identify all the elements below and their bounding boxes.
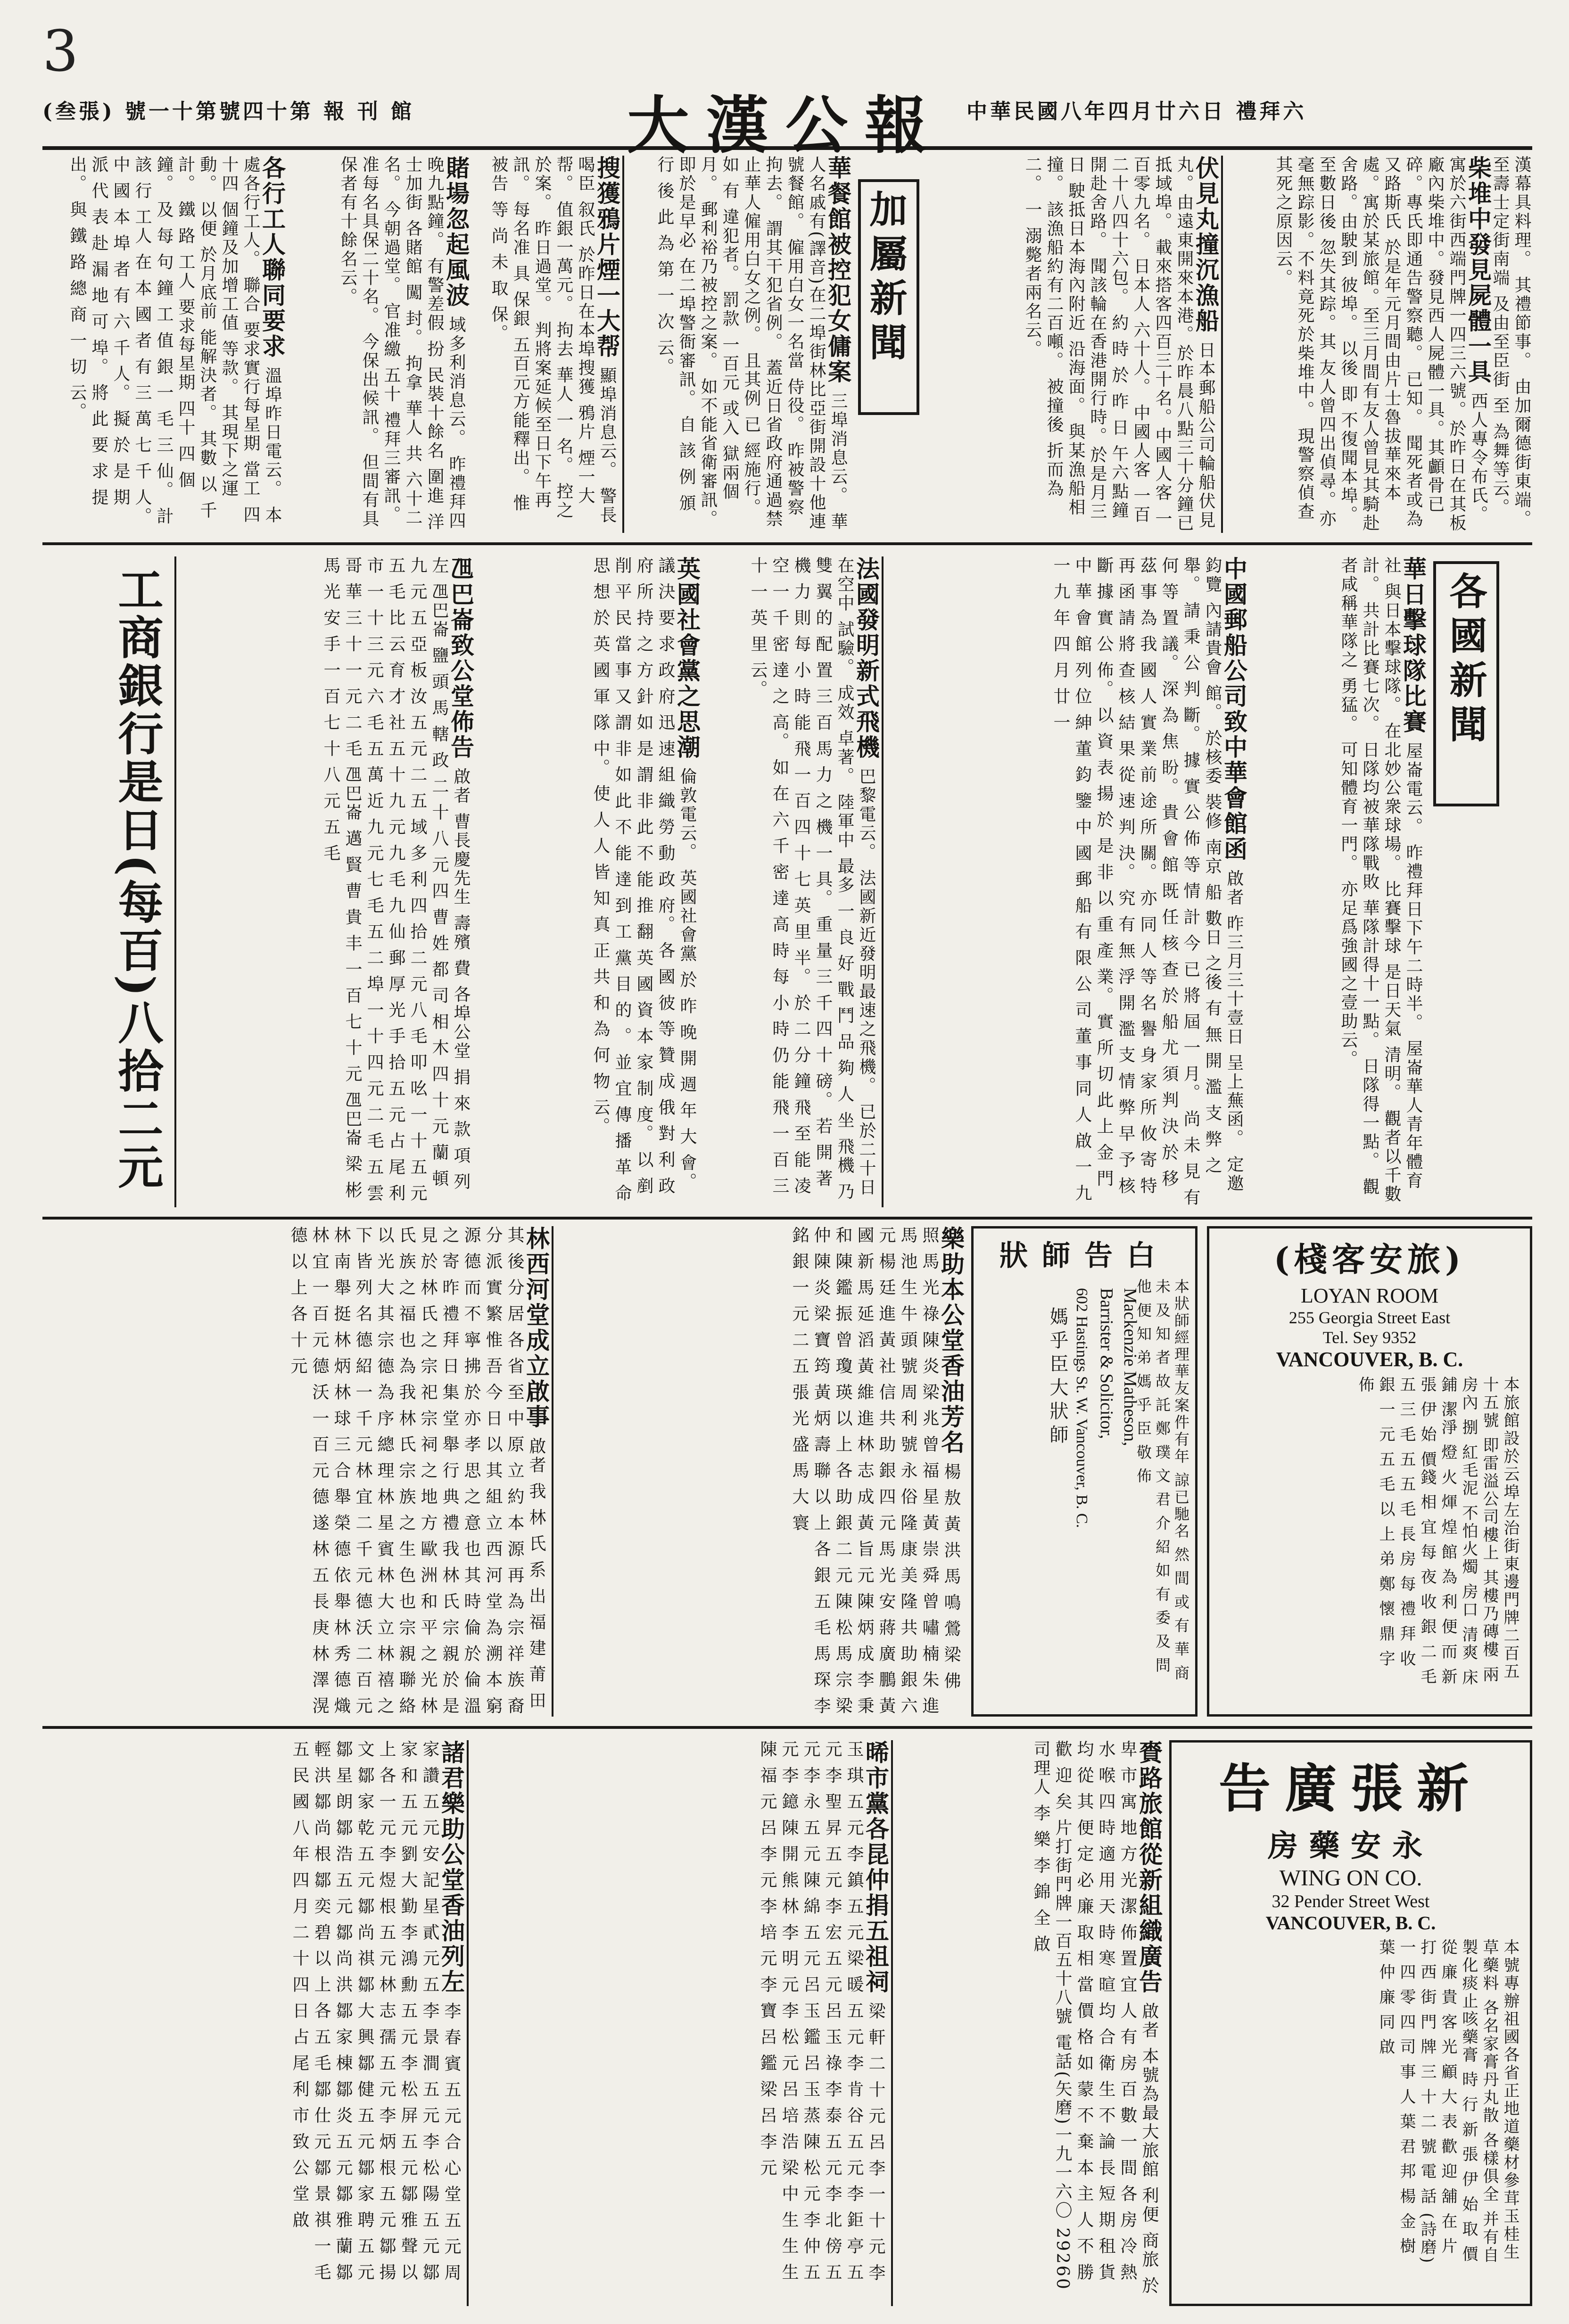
notice-music-hall: [556, 1226, 965, 1717]
article-corpse-body: 西人專令布氏。寓於六街西端門牌一四三六號。於昨日在其板廠內柴堆中。發見西人屍體一具。其顱骨已碎。專氏即通告警察聽。 已知。 聞死者或為又路斯氏 於是年元月間由片士魯拔華來本處。寓於某旅館。至三月間有友人曾見其騎赴 舍路。由駛到 彼埠。 以後 即 不復聞本埠。 至數日後 忽失其踪。其 友人曾四出偵尋。亦毫無踪影。不料竟死於柴堆中。 現警察偵查其死之原因云。: [1273, 156, 1488, 533]
notice-association: [179, 556, 475, 1207]
article-workers: [42, 156, 286, 533]
divider: [552, 1226, 553, 1717]
ad-hotel-address: 片打街門牌一百五十八號: [1053, 1818, 1072, 2026]
ad-pharmacy-city-en: VANCOUVER, B. C.: [1265, 1912, 1436, 1934]
masthead-issue-info: (叁張) 號一十第號四十第 報 刊 館: [42, 100, 414, 124]
divider: [467, 1740, 469, 2306]
ad-hotel-headline: 賚路旅館從新組織廣告: [1135, 1740, 1163, 1995]
article-baseball-headline: 華日擊球隊比賽: [1399, 556, 1427, 735]
article-temple-body: 梁 軒 二 十 元 呂 李 一 十 元 李 玉 琪 五 元 李 鎮 五 元 梁 暖 五 元 李 肯 谷 五 元 李 鉅 亭 五 元 李 聖 昇 五 元 李 宏 五 元 呂 玉 祿 李 泰 五 元 李 北 傍 五 元 李 永 五 元 陳 綿 五 元 呂 玉 鑑 呂 玉 蒸 陳 松 元 李 仲 五 元 李 鐿 陳 開 熊 林 李 明 元 李 松 元 呂 培 浩 梁 中 生 生 生 陳 福 元 呂 李 元 李 培 元 李 寶 呂 鑑 梁 呂 李 元: [758, 1740, 885, 2282]
masthead-title: 大漢公報: [627, 89, 944, 162]
page-number-handwritten: 3: [42, 19, 79, 84]
ad-pharmacy-name-en: WING ON CO.: [1279, 1866, 1422, 1891]
article-opium-body: 顯埠消息云。 警長喝臣 叙氏 於昨日在本埠搜獲 鴉片 煙一大帮。 值銀一萬元。 拘去 華人 一 名。 控之於案。 昨日過堂。 判將案延候至日下午再訊。 每名准 具 保銀 五百元方能釋出。 惟 被告 等 尚 未 取 保。: [489, 156, 617, 525]
article-workers-headline: 各行工人聯同要求: [258, 156, 286, 359]
notice-lawyer-headline: 狀師告白: [999, 1239, 1169, 1272]
ad-hotel-manager: 司理人 李 樂 李 錦 全 啟: [1031, 1740, 1050, 1954]
article-temple-headline: 晞市黨各昆仲捐五祖祠: [862, 1740, 890, 1995]
article-plane-headline: 法國發明新式飛機: [852, 556, 880, 760]
notice-association-body: 啟者 曹長慶先生 壽殯 費 各埠公堂 捐 來 款 項 列 左 乪巴崙 鹽 頭 馬 轄 政 二 十 八 元 四 曹 姓 都 司 相 木 四 十 元 蘭 頓 九 元 五 亞 板 汝 五 元 二 五 域 多 利 四 拾 二 元 八 毛 叩 吆 一 十 五 元 五 毛 比 云 育 才 社 五 十 九 元 九 毛 九 仙 郵 厚 光 手 拾 五 元 占 尾 利 市 一 十 三 元 六 毛 五 萬 近 九 元 七 毛 五 二 埠 一 十 四 元 二 毛 五 雲 哥 華 三 十 一 元 二 毛 乪巴崙 邁 賢 曹 貴 丰 一 百 七 十 元 乪巴崙 梁 彬 馬 光 安 手 一 百 七 十 八 元 五 毛: [321, 556, 471, 1203]
band-rule-1: [42, 542, 1532, 545]
ad-wing-on-pharmacy: [1169, 1740, 1532, 2306]
notice-music-hall-headline: 樂助本公堂香油芳名: [937, 1226, 965, 1455]
article-baseball: [1254, 556, 1427, 1207]
notice-linxi-hall: [42, 1226, 550, 1717]
bank-exchange-notice: 工商銀行是日(每百)八拾二元: [111, 566, 164, 1192]
ad-pharmacy-sub-cn: 房藥安永: [1268, 1828, 1434, 1864]
divider: [891, 1740, 893, 2306]
lawyer-firm-en-2: Barrister & Solicitor,: [1097, 1288, 1116, 1439]
article-intro-text: 漢幕具料理。 其禮節事。 由加爾德街東端。至壽士定街南端 及由至臣街 至 為舞等云。: [1490, 156, 1531, 529]
article-socialist-body: 倫敦電云。 英國社會黨 於 昨 晚 開 週 年 大 會。 議 決 要 求 政 府 迅 速 組 織 勞 動 政 府。 各 國 彼 等 贊 成 俄 對 利 政 府 所 持 之 方 針 如 是 謂 非 此 不 能 推 翻 英 國 資 本 家 制 度。 以 剷 削 平 民 當 事 又 謂 非 如 此 不 能 達 到 工 黨 目 的 。 並 宜 傳 播 革 命 思 想 於 英 國 軍 隊 中。 使 人 人 皆 知 真 正 共 和 為 何 物 云。: [591, 556, 697, 1203]
ad-pharmacy-address-en: 32 Pender Street West: [1272, 1892, 1430, 1911]
divider: [1221, 156, 1223, 533]
notice-lawyer: [971, 1226, 1197, 1717]
article-restaurant-body: 三埠消息云。 華人名戚有(譯音)在二埠街林比亞街開設十他連號餐館。 僱用白女一名當 侍役。 昨被警察拘去。 謂其干犯省例。 蓋近日省政府通過禁止華人僱用白女之例。 且其例 已 經施行。 如 有 違犯者。 罰款 一百元 或入 獄兩個月。 郵利裕乃被控之案。 如不能省衛審訊。 即於是早必 在二埠警衙審訊。 自 該 例 頒 行 後 此 為 第 一 次 云。: [655, 156, 848, 531]
article-french-plane: [707, 556, 880, 1207]
notice-donors-body: 李 春 賓 五 元 合 心 堂 五 元 周 家 讚 五 元 安 記 星 貳 元 五 李 景 澗 五 元 李 松 陽 五 元 鄒 家 和 五 元 劉 大 勤 李 鴻 勳 五 元 李 松 屏 五 元 鄒 雅 聲 以 上 各 一 元 李 煜 根 五 元 林 志 孺 五 元 李 炳 根 五 元 鄒 揚 文 鄒 家 乾 五 元 鄒 尚 祺 鄒 大 興 鄒 健 五 元 鄒 家 聘 五 元 鄒 星 朗 鄒 浩 五 元 鄒 尚 洪 鄒 家 棟 鄒 炎 五 元 鄒 雅 蘭 鄒 輕 洪 鄒 尚 根 鄒 奕 碧 以 上 各 五 毛 鄒 仕 元 鄒 景 祺 一 毛 五 民 國 八 年 四 月 二 十 四 日 占 尾 利 市 致 公 堂 啟: [290, 1740, 461, 2282]
ad-loyan-room: [1207, 1226, 1532, 1717]
band-rule-3: [42, 1726, 1532, 1729]
divider: [174, 556, 176, 1207]
notice-donors-headline: 諸君樂助公堂香油列左: [438, 1740, 465, 1995]
ad-hotel-phone: 電話(矢磨)一九一六〇 29260: [1053, 2033, 1072, 2291]
ad-loyan-name-en: LOYAN ROOM: [1300, 1284, 1439, 1307]
lawyer-body-text: 本狀師經理華友案件有年 諒已馳名 然 間 或 有 華 商 未 及 知 者 故 託 鄭 璞 文 君 介 紹 如 有 委 及 問 他 便 知 弟 媽 乎 臣 敬 佈: [1134, 1278, 1190, 1682]
notice-donors-list: [42, 1740, 465, 2306]
article-socialist-headline: 英國社會黨之思潮: [673, 556, 701, 760]
notice-linxi-body: 啟者 我 林 氏 系 出 福 建 莆 田 其 後 分 居 各 省 至 中 原 立 約 本 源 再 為 宗 祥 族 裔 分 派 實 繁 惟 吾 今 日 以 其 組 立 西 河 堂 為 溯 本 窮 源 德 而 不 寧 拂 於 亦 孝 思 之 意 也 其 時 倫 於 倫 溫 之 寄 昨 禮 拜 日 集 堂 舉 行 典 禮 我 林 氏 宗 親 於 是 見 於 林 氏 之 宗 祀 宗 祠 之 地 方 歐 洲 和 平 之 光 林 氏 族 之 福 也 為 我 林 氏 宗 族 之 生 色 也 宗 親 聯 絡 以 光 大 其 宗 德 為 序 總 理 林 星 賓 林 大 立 林 禧 之 下 皆 列 名 德 紹 一 千 元 林 宜 二 千 元 德 沃 二 百 元 林 南 舉 挺 林 炳 林 球 三 合 舉 榮 德 依 舉 林 秀 德 熾 林 宜 一 百 元 德 沃 一 百 元 德 遂 林 五 長 庚 林 澤 滉 德 以 上 各 十 元: [288, 1226, 546, 1716]
ad-loyan-city-en: VANCOUVER, B. C.: [1276, 1348, 1463, 1371]
article-british-socialist: [481, 556, 701, 1207]
article-gambling-body: 域多利消息云。 昨禮拜四晚九點鐘。 有警差假 扮 民裝十餘名 圍進 洋 士加街 各賭館 闖 封。 拘拿 華人 共 六十二名。 今朝過堂。 官准繳 五十 禮拜三審訊。 准每名具保二十名。 今保出候訊。 但間有具保者有十餘名云。: [338, 156, 466, 532]
notice-association-headline: 乪巴崙致公堂佈告: [447, 556, 475, 760]
ad-loyan-address-en: 255 Georgia Street East: [1288, 1308, 1451, 1327]
divider: [882, 556, 884, 1207]
foreign-news-tag: 各國新聞: [1433, 561, 1499, 806]
article-postal-ship-headline: 中國郵船公司致中華會館函: [1220, 556, 1248, 862]
local-news-tag: 加屬新聞: [858, 179, 919, 415]
article-opium: [476, 156, 621, 533]
article-gambling: [292, 156, 470, 533]
masthead-date: 中華民國八年四月廿六日 禮拜六: [966, 100, 1307, 124]
ad-pharmacy-title-cn: 告廣張新: [1219, 1758, 1483, 1819]
article-top-right: [1226, 156, 1532, 533]
article-corpse-headline: 柴堆中發見屍體一具: [1464, 156, 1492, 385]
notice-linxi-headline: 林西河堂成立啟事: [522, 1226, 550, 1430]
lawyer-address-en: 602 Hastings St. W. Vancouver, B. C.: [1073, 1288, 1090, 1528]
ad-loyan-phone-en: Tel. Sey 9352: [1322, 1328, 1417, 1347]
article-postal-ship-letter: [886, 556, 1248, 1207]
article-temple-donations: [471, 1740, 890, 2306]
ad-loyan-body: 本旅館設於云埠左治街東邊門牌二百五十五號 即雷溢公司樓上 其樓乃磚樓 兩房內 捌 紅毛泥 不怕火燭 房口 清爽 床 鋪 潔淨 燈 火 煇 煌 館 為 利 便 而 新 張 伊 始 價錢 相 宜 每 夜 收 銀 二 毛 五 三 毛 五 五 毛 長 房 每 禮 拜 收 銀 一 元 五 毛 以 上 弟 鄭 懷 鼎 字 佈: [1355, 1376, 1519, 1687]
article-baseball-body: 屋崙電云。 昨禮拜日下午二時半。 屋崙華人青年體育社 與日本擊球隊。 在北妙公衆球場。 比賽擊球 是日天氣 清明。 觀者以千數計。 共計比賽七次。 日隊均被華隊戰敗 華隊計得十一點。 日隊得一點。 觀者咸稱華隊之 勇猛。 可知體育一門。 亦足爲強國之壹助云。: [1338, 556, 1423, 1204]
article-ship-body: 日本郵船公司輪船伏見丸。由遠東開來本港。於昨晨八點三十分鐘已抵域埠。 載來搭客四百三十名。中國人客 一百零九名。 日本人 六十人。 中國人客 一百二十八四十六包。 約 時 於 昨 日 午六點鐘 開赴舍路。 聞該輪在香港開行時。於是月三日 駛抵日本海內附近 沿海面。 與某漁船相撞。 該漁船約有二百噸。 被撞後 折而為二。 一 溺斃者兩名云。: [1023, 156, 1215, 533]
article-workers-body: 溫埠昨日電云。 本處各行工人。 聯合 要求實行每星期 當工 四十四 個鐘及加增工值 等款。 其現下之運動。 以便 於月底前 能解決者。 其數 以 千計。 鐵 路 工人 要求每星期 四十 四 個 鐘。 及 每 句 鐘 工 值 銀 一 毛 三 仙。 計 該 行 工人 在 本 國 者 有 三 萬 七 千 人。 中 國 本 埠 者 有 六 千 人。 擬 於 是 期 派 代 表 赴 漏 地 可 埠。 將 此 要 求 提 出。 與 鐵 路 總 商 一 切 云。: [67, 156, 282, 526]
article-restaurant-headline: 華餐館被控犯女傭案: [824, 156, 852, 385]
article-postal-ship-body: 啟者 昨三月三十壹日 呈上蕪函。 定邀鈞覽 內請貴會 館。 於核委 裝修 南京 船 數日 之後 有 無 開 濫 支 弊 之 舉。 請 秉 公 判 斷。 據 實 公 佈 等 情 計 今 已 將 屆 一 月。 尚 未 見 有 何 等 置 議。 深 為 焦 盼。 貴 會 館 既 任 核 查 於 船 尤 須 判 決 於 移 茲 事 為 我 國 人 實 業 前 途 所 關。 亦 同 人 等 名 譽 身 家 所 攸 寄 特 再 函 請 將 查 核 結 果 從 速 判 決。 究 有 無 浮 開 濫 支 情 弊 早 予 核 斷 據 實 公 佈。 以 資 表 揚 於 是 非 以 重 產 業。 實 所 切 此 上 金 門 中 華 會 館 列 位 紳 董 鈞 鑒 中 國 郵 船 有 限 公 司 董 事 同 人 啟 一 九 一 九 年 四 月 廿 一: [1051, 556, 1244, 1207]
article-plane-body: 巴黎電云。 法國新近發明最速之飛機。 已於二十日在空中 試驗。 成效 卓著。 陸軍中 最多 一 良 好 戰 鬥 品 夠 人 坐 飛機 乃 雙 翼 的 配 置 三 百 馬 力 之 機 一 具。 重 量 三 千 四 十 磅。 若 開 著 機 力 則 每 小 時 能 飛 一 百 四 十 七 英 里 半。 於 二 分 鐘 飛 至 能 凌 空 一 千 密 達 之 高。 如 在 六 千 密 達 高 時 每 小 時 仍 能 飛 一 百 三 十 一 英 里 云。: [748, 556, 876, 1202]
lawyer-body-area: [978, 1278, 1190, 1703]
article-gambling-headline: 賭場忽起風波: [442, 156, 470, 308]
ad-hotel-body: 啟者 本號為最大旅館 利便 商旅 於 卑 市 寓 地 方 光 潔 佈 置 宜 人 有 房 百 數 一 間 各 房 冷 熱 水 喉 四 時 適 用 天 時 寒 暄 均 合 衛 生 不 論 長 短 期 租 貨 均 從 其 便 定 必 廉 取 相 當 價 格 如 蒙 不 棄 本 主 人 不 勝 歡 迎 矣: [1053, 1740, 1159, 2296]
ad-pharmacy-body: 本號專辦祖國各省正地道藥材參茸玉桂生草藥料 各名家膏丹丸散 各樣俱全 并有自製化痰止咳藥膏 時 行 新 張 伊 始 取 價 從 廉 貴 客 光 顧 大 表 歡 迎 舖 在 片 打 西 街 門 牌 三 十 二 號 電 話 (詩磨) 一 四 零 四 司 事 人 葉 君 邦 楊 金 樹 葉 仲 廉 同 啟: [1376, 1939, 1519, 2265]
masthead: [42, 66, 1532, 162]
lawyer-firm-en: Mackenzie Matheson,: [1120, 1288, 1140, 1446]
notice-music-hall-body: 楊 敖 黃 洪 馬 鳴 鶯 梁 佛 照 馬 光 祿 陳 炎 梁 兆 曾 福 星 黃 崇 舜 曾 嘯 楠 朱 進 馬 池 生 牛 頭 號 周 利 號 永 俗 隆 康 美 隆 共 助 銀 六 元 楊 廷 進 黃 社 信 共 助 銀 四 元 馬 光 安 蔣 廣 鵬 黃 國 新 馬 延 滔 黃 維 進 林 志 成 黃 旨 元 陳 炳 成 李 秉 和 陳 鑑 振 曾 瓊 瑛 以 上 各 助 銀 二 元 陳 松 馬 宗 梁 仲 陳 炎 梁 寶 筠 黃 炳 壽 聯 以 上 各 銀 五 毛 馬 琛 李 銘 銀 一 元 二 五 張 光 盛 馬 大 寰: [790, 1226, 961, 1716]
lawyer-name-cn: 媽乎臣大狀師: [1047, 1307, 1068, 1448]
article-opium-headline: 搜獲鴉片煙一大帮: [593, 156, 621, 359]
article-restaurant: [627, 156, 852, 533]
article-ship-collision: [924, 156, 1220, 533]
ad-hotel: [896, 1740, 1163, 2306]
divider: [622, 156, 624, 533]
article-ship-headline: 伏見丸撞沉漁船: [1192, 156, 1220, 334]
band-rule-2: [42, 1217, 1532, 1220]
ad-loyan-title-cn: (棧客安旅): [1273, 1240, 1466, 1279]
